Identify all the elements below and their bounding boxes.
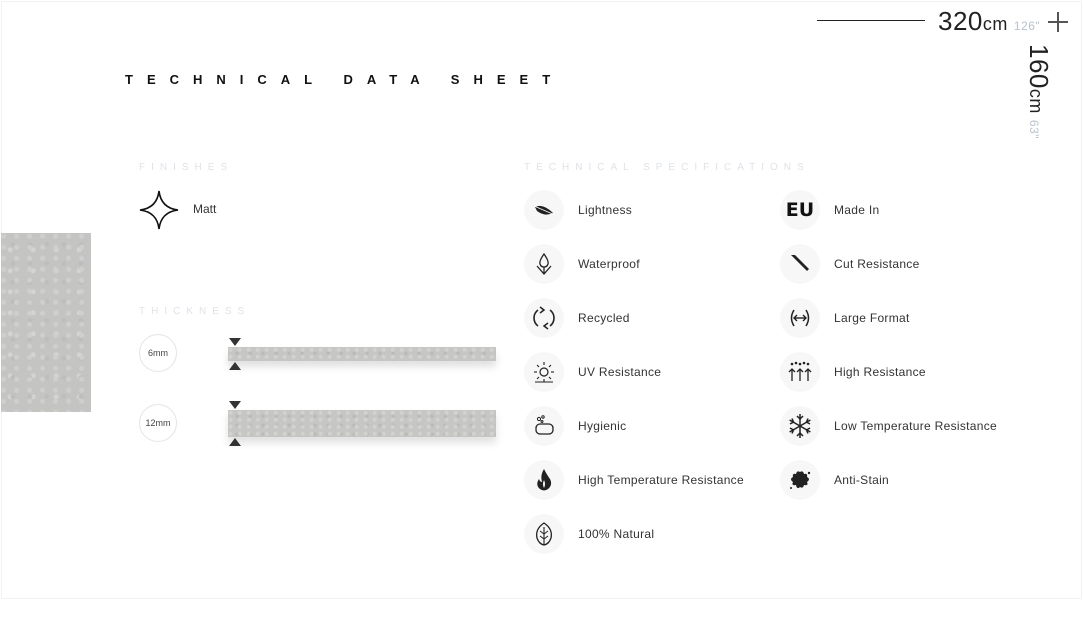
width-dimension <box>938 6 1040 37</box>
thickness-marker-bottom-icon <box>229 362 241 370</box>
spec-natural: 100% Natural <box>524 514 654 554</box>
spec-large-format: Large Format <box>780 298 910 338</box>
spec-hygienic: Hygienic <box>524 406 626 446</box>
knife-icon <box>780 244 820 284</box>
arrows-horizontal-icon <box>780 298 820 338</box>
sun-icon <box>524 352 564 392</box>
spec-lightness: Lightness <box>524 190 632 230</box>
matt-finish-icon <box>138 189 180 231</box>
thickness-marker-bottom-icon <box>229 438 241 446</box>
slab-6mm-image <box>228 347 496 361</box>
width-value: 320 <box>938 6 983 36</box>
height-unit: cm <box>1026 88 1046 114</box>
thickness-12mm-label: 12mm <box>145 418 171 428</box>
thickness-6mm-option[interactable] <box>139 334 177 372</box>
width-unit: cm <box>982 14 1008 34</box>
thickness-marker-top-icon <box>229 401 241 409</box>
thickness-6mm-label: 6mm <box>148 348 168 358</box>
snowflake-icon <box>780 406 820 446</box>
water-drop-icon <box>524 244 564 284</box>
thickness-heading: THICKNESS <box>139 306 251 317</box>
height-inch: 63" <box>1027 119 1041 139</box>
height-dimension <box>1023 44 1054 139</box>
spec-anti-stain: Anti-Stain <box>780 460 889 500</box>
spec-cut-resistance: Cut Resistance <box>780 244 920 284</box>
spec-high-temperature: High Temperature Resistance <box>524 460 744 500</box>
thickness-12mm-option[interactable] <box>139 404 177 442</box>
height-value: 160 <box>1024 44 1054 89</box>
finishes-heading: FINISHES <box>139 162 234 173</box>
finish-matt-label: Matt <box>193 202 217 216</box>
spec-made-in: EU Made In <box>780 190 879 230</box>
spec-recycled: Recycled <box>524 298 630 338</box>
slab-12mm-image <box>228 410 496 437</box>
spec-waterproof: Waterproof <box>524 244 640 284</box>
spec-low-temperature: Low Temperature Resistance <box>780 406 997 446</box>
stain-icon <box>780 460 820 500</box>
pressure-arrows-icon <box>780 352 820 392</box>
specs-heading: TECHNICAL SPECIFICATIONS <box>524 162 810 173</box>
feather-icon <box>524 190 564 230</box>
stone-sample-image <box>1 233 91 412</box>
eu-icon: EU <box>780 190 820 230</box>
flame-icon <box>524 460 564 500</box>
recycle-icon <box>524 298 564 338</box>
leaf-icon <box>524 514 564 554</box>
spec-high-resistance: High Resistance <box>780 352 926 392</box>
width-inch: 126" <box>1013 19 1041 33</box>
zoom-plus-icon[interactable] <box>1048 12 1068 32</box>
hygienic-icon <box>524 406 564 446</box>
thickness-marker-top-icon <box>229 338 241 346</box>
spec-uv-resistance: UV Resistance <box>524 352 661 392</box>
width-dimension-line <box>817 20 925 21</box>
page-title: TECHNICAL DATA SHEET <box>125 72 565 87</box>
